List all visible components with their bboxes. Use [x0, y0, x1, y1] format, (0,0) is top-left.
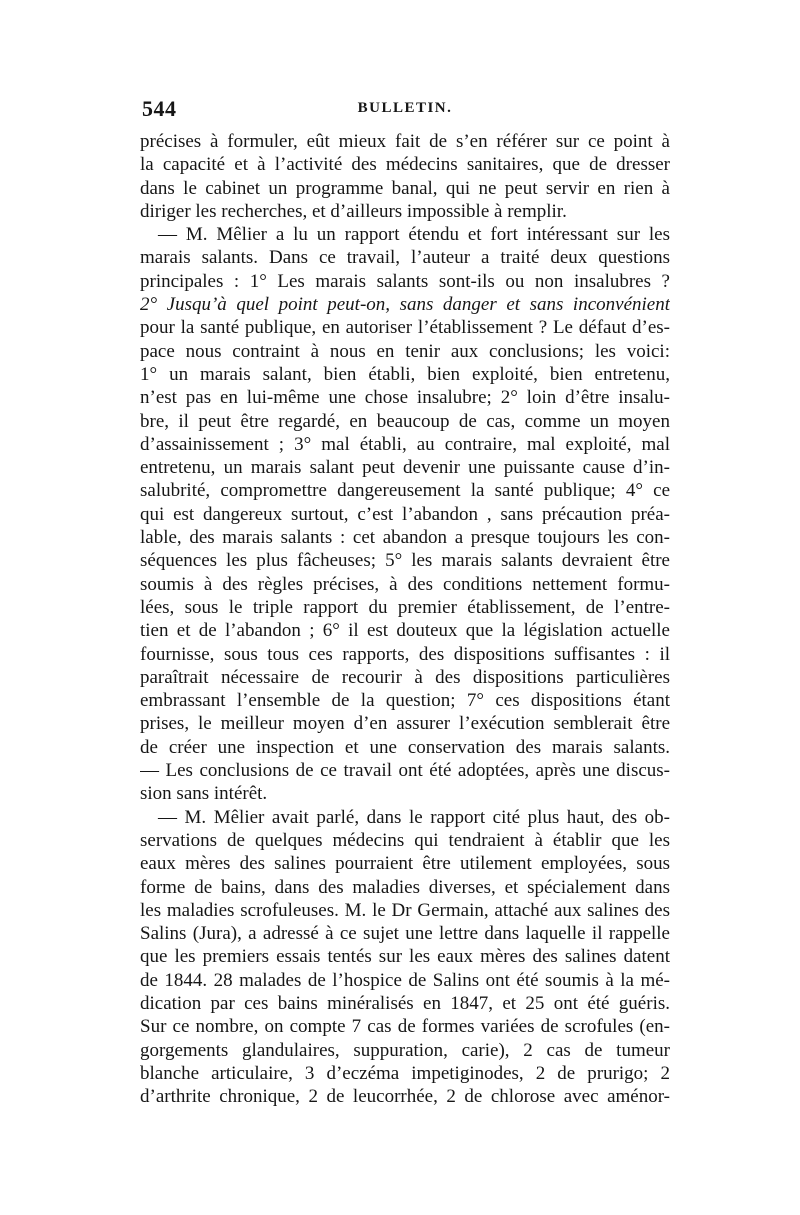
text-line: de créer une inspection et une conservation des marais salants. [140, 736, 670, 758]
page-header [142, 96, 668, 124]
text-line: paraîtrait nécessaire de recourir à des dispositions particulières [140, 666, 670, 688]
text-line: fournisse, sous tous ces rapports, des dispositions suffisantes : il [140, 643, 670, 665]
text-line: 2° Jusqu’à quel point peut-on, sans danger et sans inconvénient [140, 294, 670, 316]
page-number: 544 [142, 96, 177, 121]
text-line: Sur ce nombre, on compte 7 cas de formes variées de scrofules (en- [140, 1016, 670, 1038]
text-line: pace nous contraint à nous en tenir aux conclusions; les voici: [140, 340, 670, 362]
body-text [140, 130, 670, 1108]
text-line: dication par ces bains minéralisés en 1847, et 25 ont été guéris. [140, 992, 670, 1014]
text-line: lées, sous le triple rapport du premier établissement, de l’entre- [140, 596, 670, 618]
text-line: que les premiers essais tentés sur les eaux mères des salines datent [140, 946, 670, 968]
text-line: marais salants. Dans ce travail, l’auteur a traité deux questions [140, 247, 670, 269]
text-line: de 1844. 28 malades de l’hospice de Salins ont été soumis à la mé- [140, 969, 670, 991]
text-line: principales : 1° Les marais salants sont-ils ou non insalubres ? [140, 270, 670, 292]
text-line: forme de bains, dans des maladies diverses, et spécialement dans [140, 876, 670, 898]
text-line: 1° un marais salant, bien établi, bien exploité, bien entretenu, [140, 363, 670, 385]
text-line: — Les conclusions de ce travail ont été adoptées, après une discus- [140, 760, 670, 782]
text-line: précises à formuler, eût mieux fait de s’en référer sur ce point à [140, 131, 670, 152]
text-line: salubrité, compromettre dangereusement la santé publique; 4° ce [140, 480, 670, 502]
running-head: BULLETIN. [357, 100, 453, 116]
text-line: — M. Mêlier a lu un rapport étendu et fort intéressant sur les [158, 224, 670, 246]
text-line: blanche articulaire, 3 d’eczéma impetiginodes, 2 de prurigo; 2 [140, 1062, 670, 1084]
text-line: séquences les plus fâcheuses; 5° les marais salants devraient être [140, 550, 670, 572]
text-line: diriger les recherches, et d’ailleurs impossible à remplir. [140, 200, 567, 222]
text-line: bre, il peut être regardé, en beaucoup de cas, comme un moyen [140, 410, 670, 432]
text-line: tien et de l’abandon ; 6° il est douteux que la législation actuelle [140, 620, 670, 642]
text-line: d’arthrite chronique, 2 de leucorrhée, 2 de chlorose avec aménor- [140, 1086, 670, 1108]
text-line: les maladies scrofuleuses. M. le Dr Germain, attaché aux salines des [140, 899, 670, 921]
text-line: sion sans intérêt. [140, 783, 268, 805]
text-line: d’assainissement ; 3° mal établi, au contraire, mal exploité, mal [140, 433, 670, 455]
text-line: dans le cabinet un programme banal, qui ne peut servir en rien à [140, 177, 670, 199]
text-line: qui est dangereux surtout, c’est l’abandon , sans précaution préa- [140, 503, 670, 525]
text-line: entretenu, un marais salant peut devenir une puissante cause d’in- [140, 457, 670, 479]
text-line: lable, des marais salants : cet abandon a presque toujours les con- [140, 527, 670, 549]
text-line: soumis à des règles précises, à des conditions nettement formu- [140, 573, 670, 595]
text-line: Salins (Jura), a adressé à ce sujet une lettre dans laquelle il rappelle [140, 923, 670, 945]
text-line: — M. Mêlier avait parlé, dans le rapport cité plus haut, des ob- [158, 806, 670, 828]
text-line: gorgements glandulaires, suppuration, carie), 2 cas de tumeur [140, 1039, 670, 1061]
text-line: la capacité et à l’activité des médecins sanitaires, que de dresser [140, 154, 670, 176]
text-line: n’est pas en lui-même une chose insalubre; 2° loin d’être insalu- [140, 387, 670, 409]
text-line: servations de quelques médecins qui tendraient à établir que les [140, 829, 670, 851]
text-line: pour la santé publique, en autoriser l’établissement ? Le défaut d’es- [140, 317, 670, 339]
text-line: embrassant l’ensemble de la question; 7° ces dispositions étant [140, 690, 670, 712]
text-line: eaux mères des salines pourraient être utilement employées, sous [140, 853, 670, 875]
text-line: prises, le meilleur moyen d’en assurer l’exécution semblerait être [140, 713, 670, 735]
